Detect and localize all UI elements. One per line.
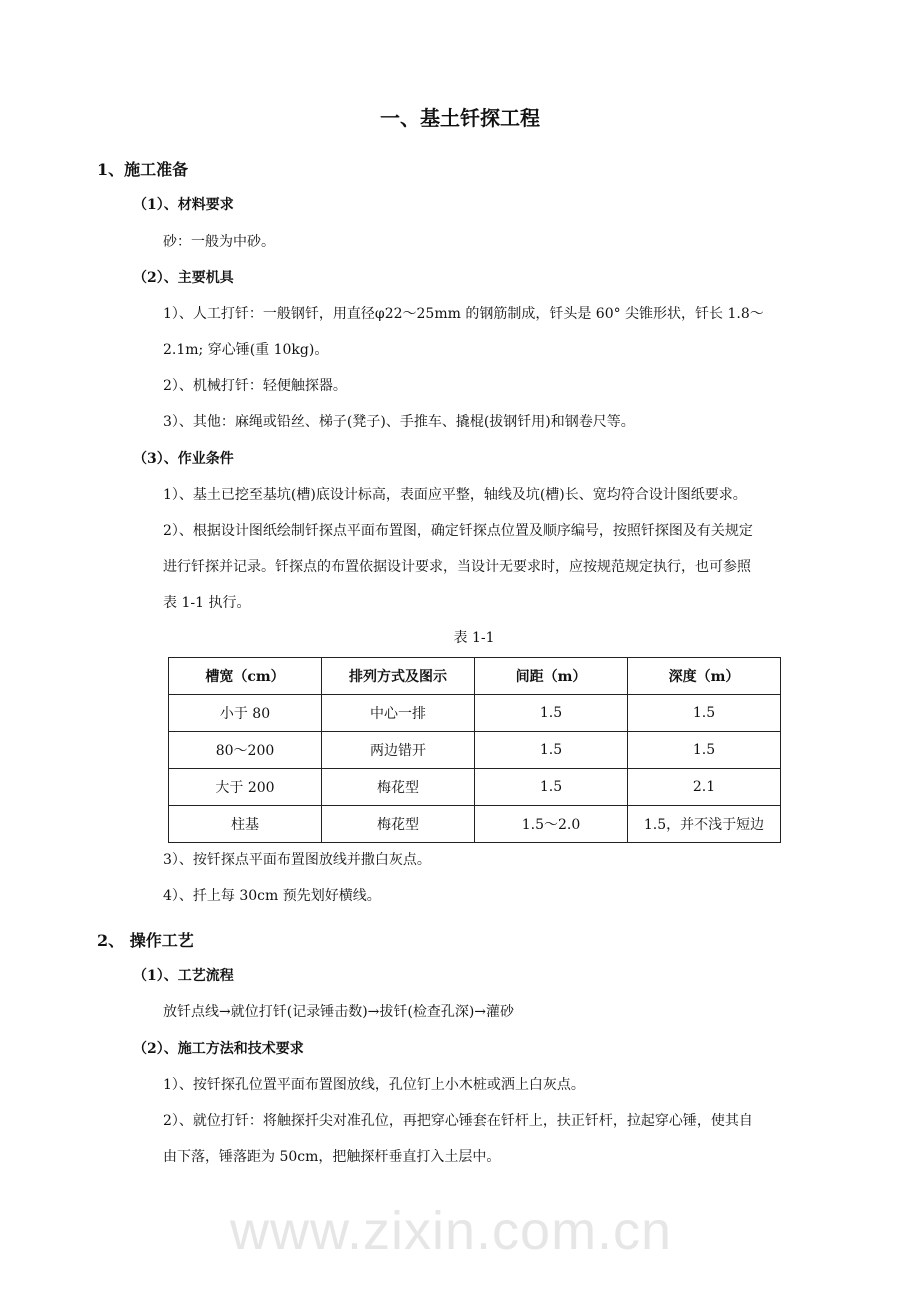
- cell: 梅花型: [322, 806, 475, 843]
- subsection-heading: （2）、施工方法和技术要求: [133, 1041, 304, 1057]
- subsection-heading: （1）、工艺流程: [133, 968, 234, 984]
- cell: 中心一排: [322, 695, 475, 732]
- paragraph: 表 1-1 执行。: [163, 595, 251, 611]
- paragraph: 进行钎探并记录。钎探点的布置依据设计要求，当设计无要求时，应按规范规定执行，也可参照: [163, 559, 751, 575]
- cell: 1.5: [475, 769, 628, 806]
- cell: 柱基: [169, 806, 322, 843]
- table-caption: 表 1-1: [453, 630, 495, 646]
- header-cell: 槽宽（cm）: [169, 658, 322, 695]
- cell: 1.5: [628, 695, 781, 732]
- paragraph: 3）、其他：麻绳或铅丝、梯子(凳子)、手推车、撬棍(拔钢钎用)和钢卷尺等。: [163, 414, 635, 430]
- cell: 1.5: [475, 695, 628, 732]
- section-heading: 1、施工准备: [97, 160, 189, 179]
- cell: 1.5: [475, 732, 628, 769]
- table-row: [169, 806, 781, 843]
- paragraph: 1）、人工打钎：一般钢钎，用直径φ22～25mm 的钢筋制成，钎头是 60° 尖锥形状，钎长 1.8～: [163, 306, 764, 322]
- page-title: 一、基土钎探工程: [380, 106, 540, 130]
- paragraph: 4）、扦上每 30cm 预先划好横线。: [163, 888, 381, 904]
- spacing-table: [168, 657, 781, 843]
- paragraph: 2.1m; 穿心锤(重 10kg)。: [163, 342, 329, 358]
- cell: 1.5～2.0: [475, 806, 628, 843]
- table-row: [169, 769, 781, 806]
- paragraph: 3）、按钎探点平面布置图放线并撒白灰点。: [163, 852, 431, 868]
- table-row: [169, 695, 781, 732]
- watermark: www.zixin.com.cn: [230, 1201, 673, 1261]
- subsection-heading: （3）、作业条件: [133, 451, 234, 467]
- paragraph: 放钎点线→就位打钎(记录锤击数)→拔钎(检查孔深)→灌砂: [163, 1004, 515, 1020]
- header-cell: 深度（m）: [628, 658, 781, 695]
- subsection-heading: （1）、材料要求: [133, 197, 234, 213]
- table-header-row: [169, 658, 781, 695]
- cell: 1.5，并不浅于短边: [628, 806, 781, 843]
- paragraph: 砂：一般为中砂。: [163, 234, 275, 250]
- table-row: [169, 732, 781, 769]
- header-cell: 排列方式及图示: [322, 658, 475, 695]
- cell: 两边错开: [322, 732, 475, 769]
- paragraph: 1）、基土已挖至基坑(槽)底设计标高，表面应平整，轴线及坑(槽)长、宽均符合设计图纸要求。: [163, 487, 747, 503]
- paragraph: 2）、根据设计图纸绘制钎探点平面布置图，确定钎探点位置及顺序编号，按照钎探图及有关规定: [163, 523, 753, 539]
- header-cell: 间距（m）: [475, 658, 628, 695]
- section-heading: 2、 操作工艺: [97, 931, 194, 950]
- cell: 梅花型: [322, 769, 475, 806]
- cell: 2.1: [628, 769, 781, 806]
- cell: 小于 80: [169, 695, 322, 732]
- cell: 1.5: [628, 732, 781, 769]
- paragraph: 2）、就位打钎：将触探扦尖对准孔位，再把穿心锤套在钎杆上，扶正钎杆，拉起穿心锤，使其自: [163, 1113, 753, 1129]
- paragraph: 1）、按钎探孔位置平面布置图放线，孔位钉上小木桩或洒上白灰点。: [163, 1077, 585, 1093]
- paragraph: 2）、机械打钎：轻便触探器。: [163, 378, 347, 394]
- cell: 大于 200: [169, 769, 322, 806]
- cell: 80～200: [169, 732, 322, 769]
- subsection-heading: （2）、主要机具: [133, 270, 234, 286]
- paragraph: 由下落，锤落距为 50cm，把触探杆垂直打入土层中。: [163, 1149, 501, 1165]
